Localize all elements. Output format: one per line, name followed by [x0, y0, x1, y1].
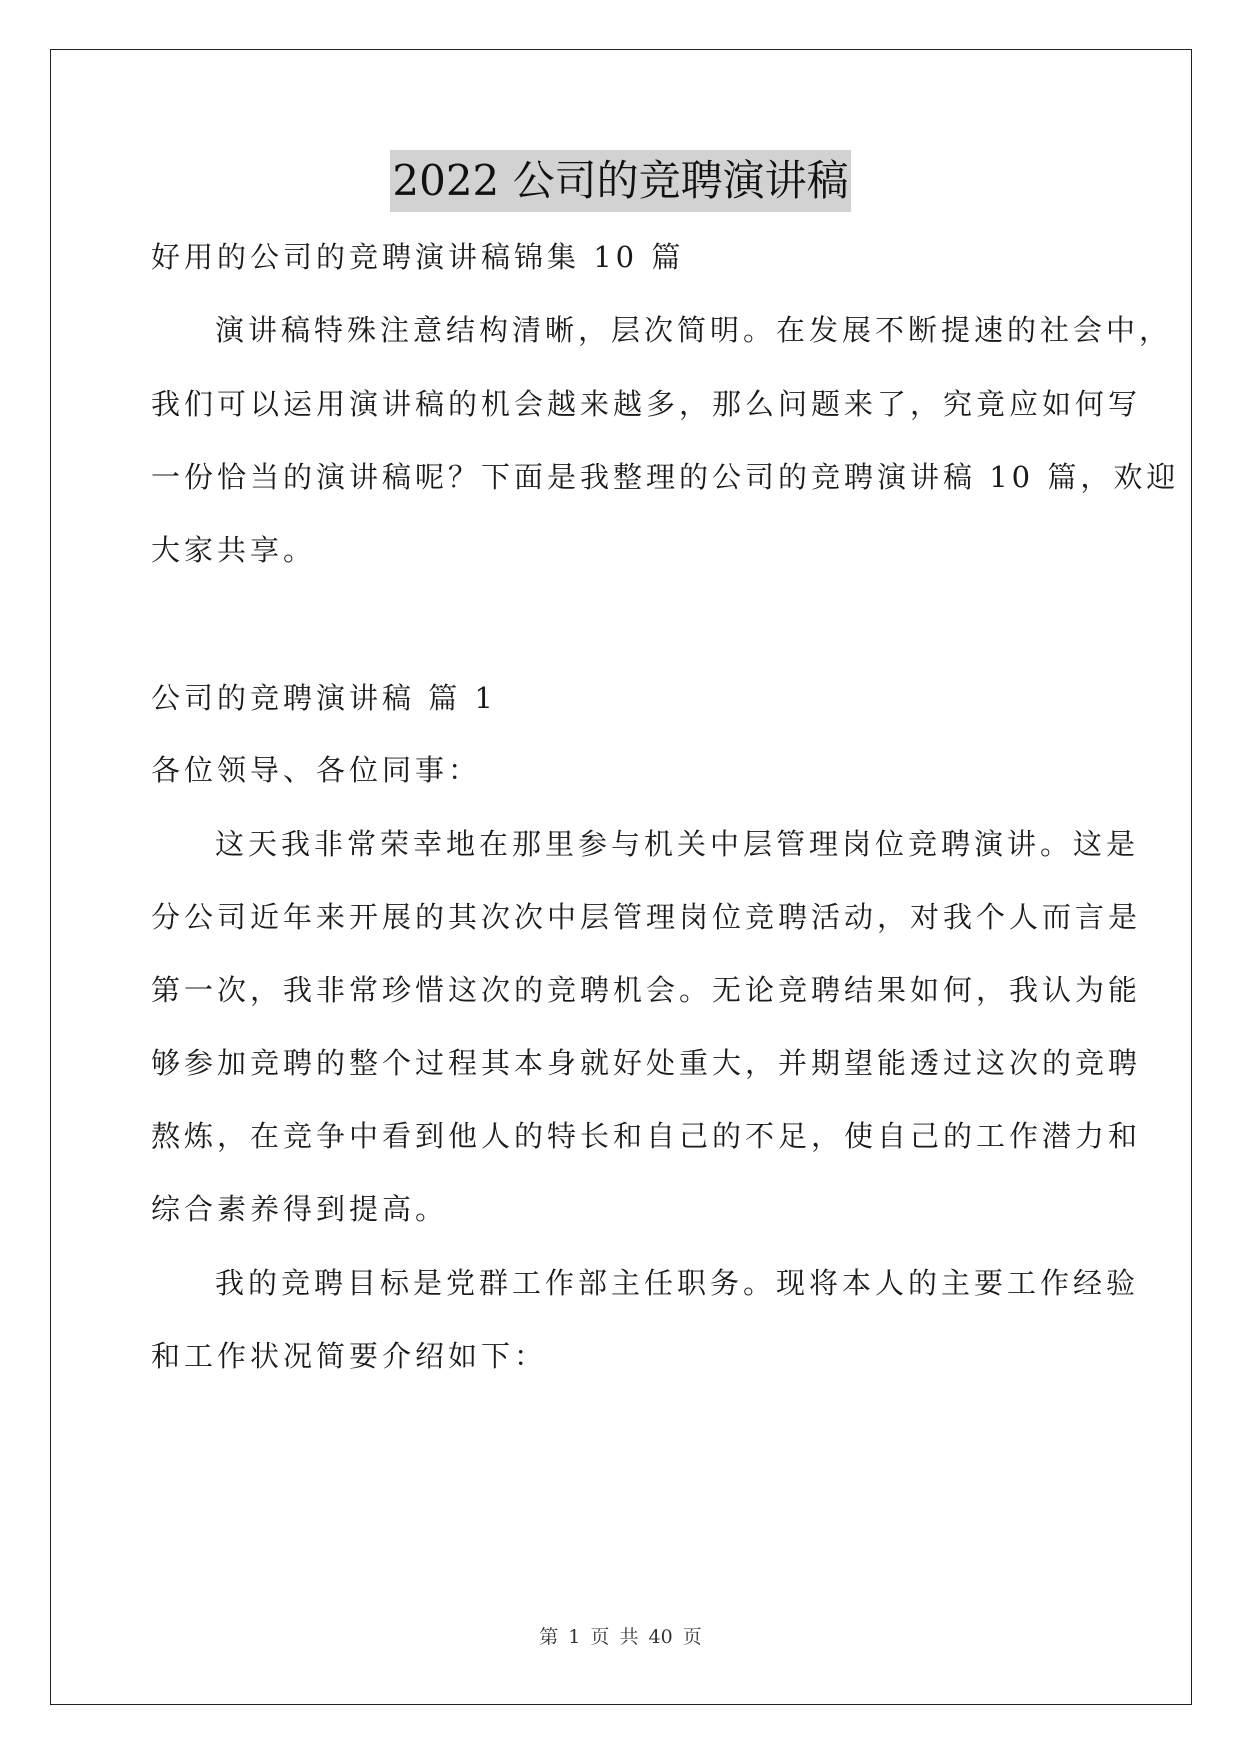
paragraph-line: 分公司近年来开展的其次次中层管理岗位竞聘活动，对我个人而言是	[151, 900, 1142, 934]
intro-line: 演讲稿特殊注意结构清晰，层次简明。在发展不断提速的社会中，	[215, 313, 1173, 347]
title-container	[0, 150, 1241, 212]
section-heading: 公司的竞聘演讲稿 篇 1	[151, 681, 497, 715]
paragraph-line: 够参加竞聘的整个过程其本身就好处重大，并期望能透过这次的竞聘	[151, 1046, 1142, 1080]
paragraph-line: 熬炼，在竞争中看到他人的特长和自己的不足，使自己的工作潜力和	[151, 1119, 1142, 1153]
page-border	[50, 49, 1192, 1705]
paragraph-line: 我的竞聘目标是党群工作部主任职务。现将本人的主要工作经验	[215, 1266, 1140, 1300]
intro-line: 一份恰当的演讲稿呢？下面是我整理的公司的竞聘演讲稿 10 篇，欢迎	[151, 460, 1180, 494]
page-number: 第 1 页 共 40 页	[539, 1626, 702, 1648]
paragraph-line: 和工作状况简要介绍如下：	[151, 1339, 548, 1373]
intro-line: 我们可以运用演讲稿的机会越来越多，那么问题来了，究竟应如何写	[151, 387, 1142, 421]
document-subtitle: 好用的公司的竞聘演讲稿锦集 10 篇	[151, 240, 685, 274]
paragraph-line: 综合素养得到提高。	[151, 1192, 449, 1226]
salutation: 各位领导、各位同事：	[151, 753, 482, 787]
paragraph-line: 第一次，我非常珍惜这次的竞聘机会。无论竞聘结果如何，我认为能	[151, 973, 1142, 1007]
document-title: 2022 公司的竞聘演讲稿	[390, 150, 850, 212]
paragraph-line: 这天我非常荣幸地在那里参与机关中层管理岗位竞聘演讲。这是	[215, 827, 1140, 861]
intro-line: 大家共享。	[151, 533, 317, 567]
